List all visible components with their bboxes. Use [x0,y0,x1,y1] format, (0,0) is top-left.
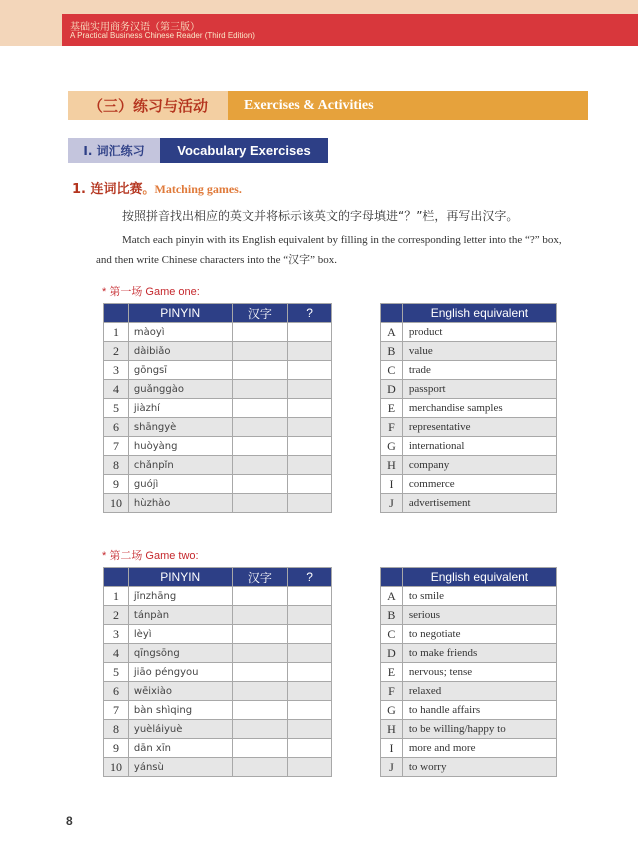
header-number [104,304,129,323]
table-row [381,380,557,399]
english-meaning: commerce [402,475,556,494]
option-letter: C [381,625,403,644]
header-hanzi: 汉字 [232,568,288,587]
header-number [104,568,129,587]
table-row [104,606,332,625]
exercise-title-cn: 连词比赛 [90,182,143,197]
option-letter: I [381,475,403,494]
hanzi-answer-cell[interactable] [232,494,288,513]
hanzi-answer-cell[interactable] [232,625,288,644]
table-header-row [381,568,557,587]
option-letter: J [381,758,403,777]
header-letter [381,304,403,323]
option-letter: H [381,456,403,475]
hanzi-answer-cell[interactable] [232,399,288,418]
letter-answer-cell[interactable] [288,758,332,777]
exercise-number: 1. [72,182,86,197]
table-row [381,758,557,777]
english-meaning: relaxed [402,682,556,701]
option-letter: G [381,701,403,720]
table-row [104,437,332,456]
table-row [381,323,557,342]
table-header-row [104,304,332,323]
row-number: 2 [104,606,129,625]
english-meaning: serious [402,606,556,625]
english-meaning: more and more [402,739,556,758]
row-number: 2 [104,342,129,361]
letter-answer-cell[interactable] [288,663,332,682]
letter-answer-cell[interactable] [288,418,332,437]
pinyin-cell: jiāo péngyou [128,663,232,682]
exercise-title-en: 。Matching games. [142,182,242,196]
game-one-label: * 第一场 Game one: [102,286,200,298]
pinyin-cell: yuèláiyuè [128,720,232,739]
hanzi-answer-cell[interactable] [232,418,288,437]
letter-answer-cell[interactable] [288,701,332,720]
exercise-heading [72,178,242,197]
hanzi-answer-cell[interactable] [232,380,288,399]
table-row [104,625,332,644]
row-number: 7 [104,437,129,456]
option-letter: I [381,739,403,758]
table-row [381,739,557,758]
pinyin-cell: màoyì [128,323,232,342]
instructions-cn: 按照拼音找出相应的英文并将标示该英文的字母填进“？”栏，再写出汉字。 [122,209,519,223]
table-row [104,361,332,380]
table-row [381,456,557,475]
english-meaning: to handle affairs [402,701,556,720]
hanzi-answer-cell[interactable] [232,758,288,777]
table-row [104,342,332,361]
option-letter: J [381,494,403,513]
section-title-cn: （三）练习与活动 [87,97,208,115]
table-row [381,682,557,701]
header-letter [381,568,403,587]
row-number: 4 [104,644,129,663]
row-number: 3 [104,361,129,380]
book-title-en: A Practical Business Chinese Reader (Third Edition) [70,31,255,40]
hanzi-answer-cell[interactable] [232,739,288,758]
letter-answer-cell[interactable] [288,682,332,701]
letter-answer-cell[interactable] [288,380,332,399]
letter-answer-cell[interactable] [288,587,332,606]
row-number: 8 [104,720,129,739]
pinyin-cell: dàibiǎo [128,342,232,361]
row-number: 10 [104,494,129,513]
table-row [104,644,332,663]
option-letter: E [381,399,403,418]
hanzi-answer-cell[interactable] [232,663,288,682]
hanzi-answer-cell[interactable] [232,323,288,342]
header-question: ? [288,568,332,587]
pinyin-cell: guǎnggào [128,380,232,399]
english-meaning: to negotiate [402,625,556,644]
hanzi-answer-cell[interactable] [232,606,288,625]
hanzi-answer-cell[interactable] [232,682,288,701]
row-number: 10 [104,758,129,777]
header-band [0,0,638,46]
pinyin-cell: guójì [128,475,232,494]
english-meaning: value [402,342,556,361]
english-meaning: nervous; tense [402,663,556,682]
hanzi-answer-cell[interactable] [232,437,288,456]
table-row [104,701,332,720]
table-row [381,720,557,739]
english-meaning: passport [402,380,556,399]
letter-answer-cell[interactable] [288,323,332,342]
row-number: 9 [104,739,129,758]
table-row [381,361,557,380]
vocabulary-tab [68,138,328,163]
hanzi-answer-cell[interactable] [232,361,288,380]
row-number: 6 [104,418,129,437]
row-number: 3 [104,625,129,644]
pinyin-cell: qīngsōng [128,644,232,663]
table-row [381,475,557,494]
hanzi-answer-cell[interactable] [232,644,288,663]
pinyin-cell: lèyì [128,625,232,644]
table-row [381,587,557,606]
page-number: 8 [66,814,73,828]
game-one-pinyin-table [103,303,332,513]
pinyin-cell: huòyàng [128,437,232,456]
option-letter: D [381,644,403,663]
letter-answer-cell[interactable] [288,625,332,644]
table-row [104,380,332,399]
table-row [381,342,557,361]
row-number: 6 [104,682,129,701]
hanzi-answer-cell[interactable] [232,456,288,475]
game-one-english-table [380,303,557,513]
table-row [381,644,557,663]
english-meaning: advertisement [402,494,556,513]
hanzi-answer-cell[interactable] [232,475,288,494]
header-english: English equivalent [402,304,556,323]
english-meaning: representative [402,418,556,437]
table-row [104,323,332,342]
table-row [381,701,557,720]
letter-answer-cell[interactable] [288,739,332,758]
table-row [381,494,557,513]
option-letter: E [381,663,403,682]
vocabulary-tab-cn: I. 词汇练习 [68,138,160,163]
pinyin-cell: gōngsī [128,361,232,380]
pinyin-cell: bàn shìqing [128,701,232,720]
book-title-cn: 基础实用商务汉语（第三版） [70,22,200,33]
option-letter: F [381,418,403,437]
hanzi-answer-cell[interactable] [232,342,288,361]
table-row [104,720,332,739]
row-number: 7 [104,701,129,720]
header-question: ? [288,304,332,323]
header-hanzi: 汉字 [232,304,288,323]
option-letter: G [381,437,403,456]
game-two-pinyin-table [103,567,332,777]
table-row [104,399,332,418]
hanzi-answer-cell[interactable] [232,720,288,739]
english-meaning: international [402,437,556,456]
table-row [104,456,332,475]
option-letter: B [381,342,403,361]
english-meaning: product [402,323,556,342]
letter-answer-cell[interactable] [288,494,332,513]
table-row [381,663,557,682]
option-letter: B [381,606,403,625]
option-letter: F [381,682,403,701]
english-meaning: company [402,456,556,475]
table-row [381,418,557,437]
header-pinyin: PINYIN [128,304,232,323]
hanzi-answer-cell[interactable] [232,701,288,720]
pinyin-cell: jiàzhí [128,399,232,418]
table-row [381,606,557,625]
pinyin-cell: dān xīn [128,739,232,758]
row-number: 1 [104,323,129,342]
header-pinyin: PINYIN [128,568,232,587]
letter-answer-cell[interactable] [288,606,332,625]
table-row [104,663,332,682]
option-letter: D [381,380,403,399]
hanzi-answer-cell[interactable] [232,587,288,606]
option-letter: A [381,587,403,606]
letter-answer-cell[interactable] [288,720,332,739]
row-number: 9 [104,475,129,494]
header-english: English equivalent [402,568,556,587]
pinyin-cell: hùzhào [128,494,232,513]
table-row [381,625,557,644]
table-row [104,418,332,437]
row-number: 5 [104,399,129,418]
game-two-english-table [380,567,557,777]
letter-answer-cell[interactable] [288,342,332,361]
letter-answer-cell[interactable] [288,456,332,475]
letter-answer-cell[interactable] [288,437,332,456]
english-meaning: to be willing/happy to [402,720,556,739]
option-letter: A [381,323,403,342]
table-header-row [104,568,332,587]
table-header-row [381,304,557,323]
table-row [104,494,332,513]
table-row [381,437,557,456]
option-letter: H [381,720,403,739]
option-letter: C [381,361,403,380]
english-meaning: to make friends [402,644,556,663]
pinyin-cell: tánpàn [128,606,232,625]
table-row [104,758,332,777]
table-row [104,475,332,494]
game-two-label: * 第二场 Game two: [102,550,199,562]
english-meaning: trade [402,361,556,380]
table-row [104,587,332,606]
letter-answer-cell[interactable] [288,475,332,494]
row-number: 1 [104,587,129,606]
english-meaning: to worry [402,758,556,777]
table-row [104,682,332,701]
letter-answer-cell[interactable] [288,361,332,380]
section-banner [68,91,588,120]
row-number: 8 [104,456,129,475]
letter-answer-cell[interactable] [288,399,332,418]
pinyin-cell: chǎnpǐn [128,456,232,475]
row-number: 5 [104,663,129,682]
table-row [381,399,557,418]
section-title-en: Exercises & Activities [228,91,588,120]
pinyin-cell: shāngyè [128,418,232,437]
english-meaning: merchandise samples [402,399,556,418]
instructions-en: Match each pinyin with its English equivalent by filling in the corresponding letter into the “?” box, and then write Chinese characters into the “汉字” box. [96,234,562,266]
pinyin-cell: jǐnzhāng [128,587,232,606]
pinyin-cell: yánsù [128,758,232,777]
pinyin-cell: wēixiào [128,682,232,701]
row-number: 4 [104,380,129,399]
vocabulary-tab-en: Vocabulary Exercises [160,138,328,163]
table-row [104,739,332,758]
letter-answer-cell[interactable] [288,644,332,663]
english-meaning: to smile [402,587,556,606]
